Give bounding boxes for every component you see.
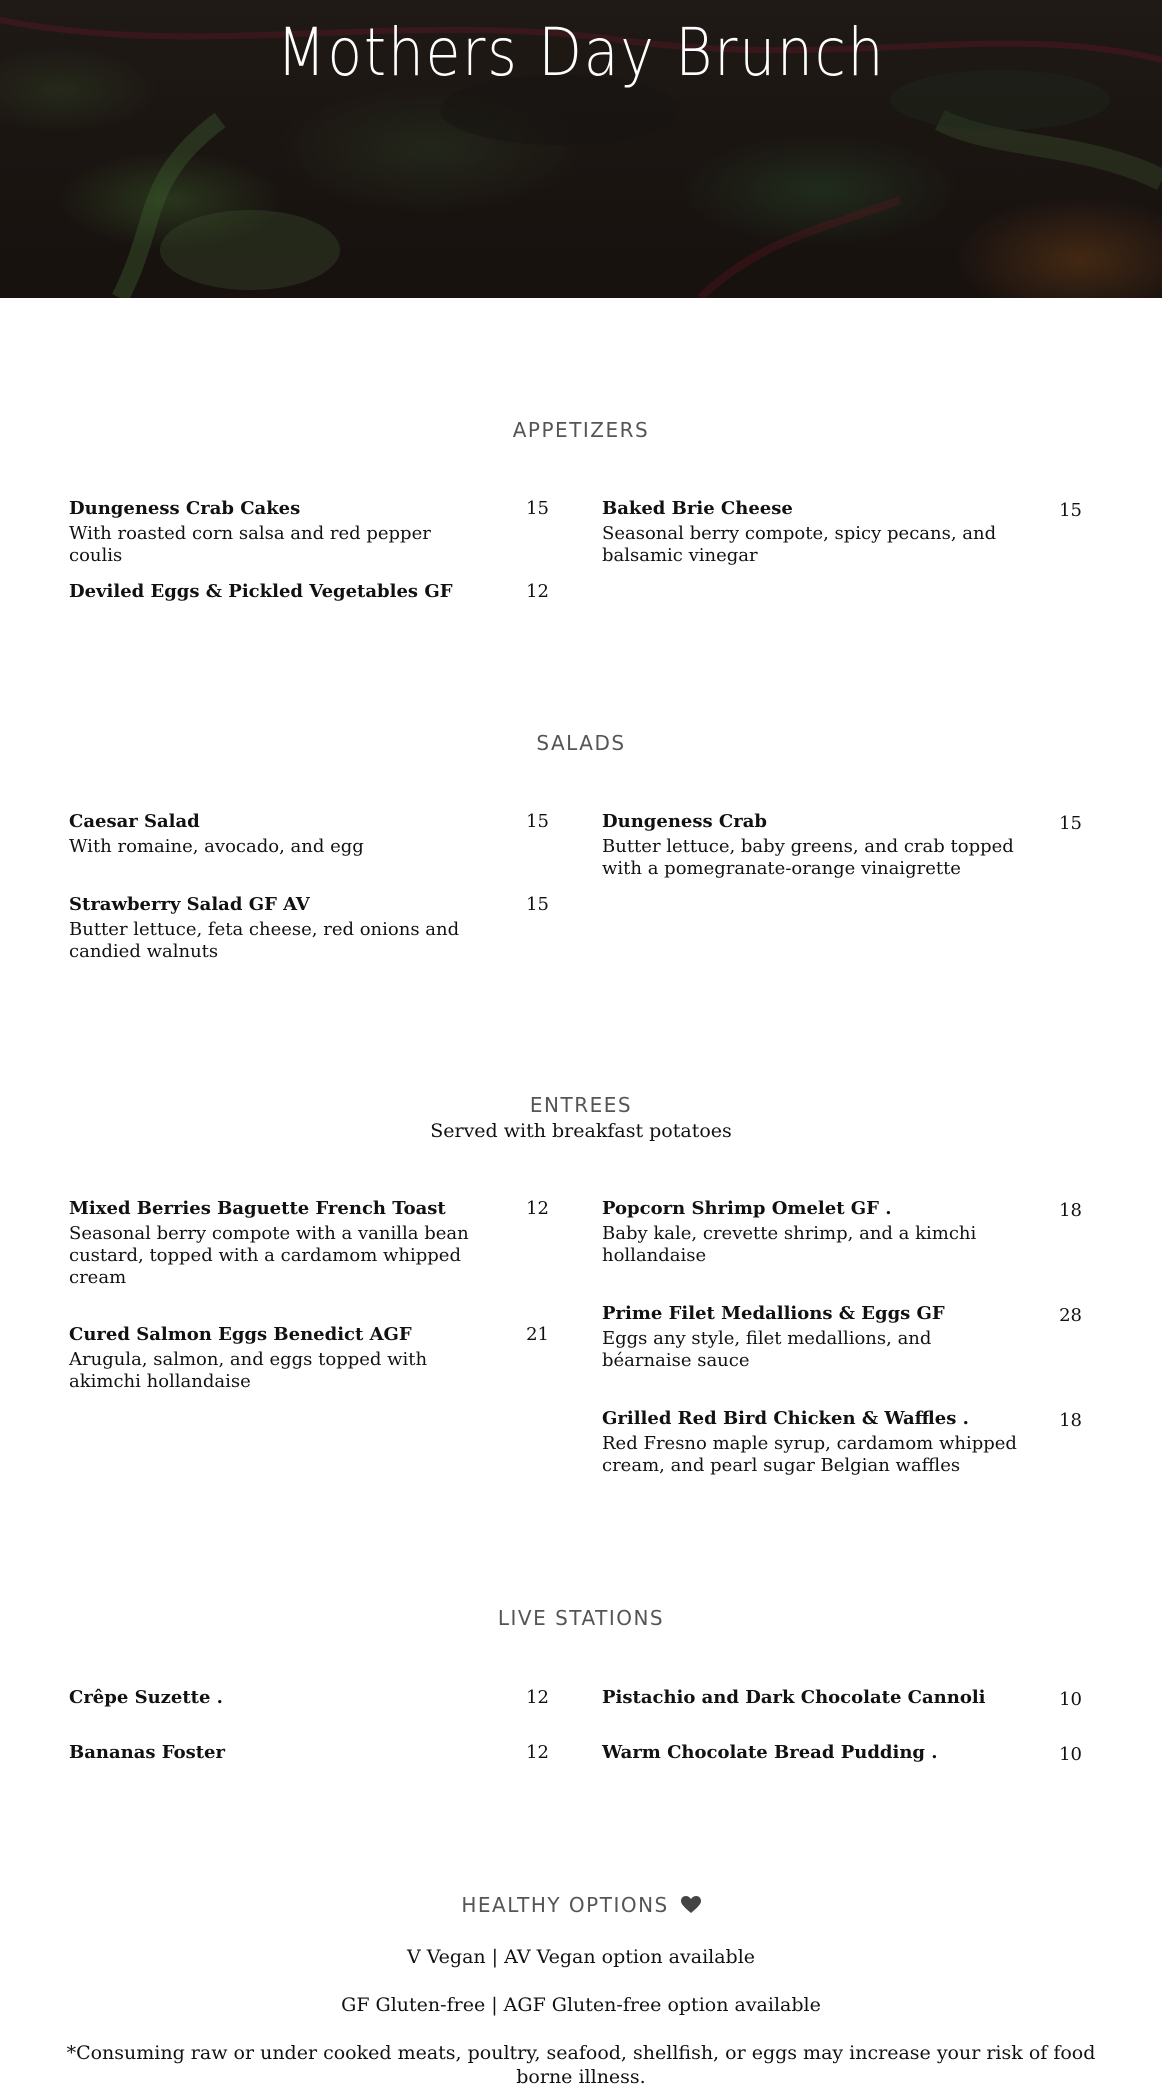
menu-item [602,1197,1082,1267]
menu-item [602,810,1082,880]
menu-item [602,1741,1082,1765]
menu-item [69,893,549,963]
item-name: Baked Brie Cheese [602,498,793,519]
item-price: 12 [526,581,549,602]
item-name: Pistachio and Dark Chocolate Cannoli [602,1687,986,1708]
menu-item [69,1197,549,1289]
item-name: Grilled Red Bird Chicken & Waffles . [602,1408,969,1429]
item-description: Arugula, salmon, and eggs topped with akimchi hollandaise [69,1349,428,1392]
legend-gluten-free: GF Gluten-free | AGF Gluten-free option available [341,1994,821,2016]
item-name: Mixed Berries Baguette French Toast [69,1198,446,1219]
item-price: 12 [526,1687,549,1708]
menu-item [69,810,549,858]
section-title-live-stations: LIVE STATIONS [497,1606,665,1630]
section-subtitle: Served with breakfast potatoes [430,1120,732,1142]
item-name: Cured Salmon Eggs Benedict AGF [69,1324,412,1345]
menu-item [69,580,549,604]
item-description: Eggs any style, filet medallions, and béarnaise sauce [602,1328,932,1371]
item-price: 15 [526,811,549,832]
menu-item [69,1741,549,1765]
menu-item [602,1407,1082,1477]
menu-item [602,1302,1082,1372]
menu-item [69,1686,549,1710]
item-name: Dungeness Crab [602,811,767,832]
item-description: Baby kale, crevette shrimp, and a kimchi hollandaise [602,1223,977,1266]
item-description: Butter lettuce, baby greens, and crab topped with a pomegranate-orange vinaigrette [602,836,1014,879]
item-price: 18 [1059,1410,1082,1431]
food-safety-disclaimer: *Consuming raw or under cooked meats, poultry, seafood, shellfish, or eggs may increase your risk of food borne illness. [66,2042,1096,2088]
item-name: Prime Filet Medallions & Eggs GF [602,1303,945,1324]
item-price: 10 [1059,1689,1082,1710]
heart-icon [681,1896,701,1914]
item-price: 12 [526,1198,549,1219]
item-price: 15 [526,894,549,915]
menu-item [69,1323,549,1393]
item-price: 21 [526,1324,549,1345]
item-name: Popcorn Shrimp Omelet GF . [602,1198,892,1219]
healthy-title-text: HEALTHY OPTIONS [461,1893,669,1917]
item-name: Bananas Foster [69,1742,225,1763]
item-price: 15 [526,498,549,519]
item-price: 15 [1059,500,1082,521]
item-name: Strawberry Salad GF AV [69,894,310,915]
item-description: Seasonal berry compote with a vanilla bean custard, topped with a cardamom whipped cream [69,1223,469,1288]
menu-item [602,497,1082,567]
item-description: With romaine, avocado, and egg [69,836,364,857]
item-name: Caesar Salad [69,811,200,832]
page-title: Mothers Day Brunch [276,14,886,91]
item-name: Warm Chocolate Bread Pudding . [602,1742,938,1763]
item-price: 15 [1059,813,1082,834]
hero-banner [0,0,1162,298]
item-description: Seasonal berry compote, spicy pecans, and balsamic vinegar [602,523,997,566]
item-name: Crêpe Suzette . [69,1687,223,1708]
section-title-healthy-options [0,1893,1162,1917]
section-title-appetizers: APPETIZERS [512,418,650,442]
item-price: 28 [1059,1305,1082,1326]
item-name: Deviled Eggs & Pickled Vegetables GF [69,581,453,602]
item-description: Butter lettuce, feta cheese, red onions and candied walnuts [69,919,460,962]
item-description: With roasted corn salsa and red pepper coulis [69,523,431,566]
section-title-entrees: ENTREES [529,1093,633,1117]
item-price: 12 [526,1742,549,1763]
item-name: Dungeness Crab Cakes [69,498,301,519]
legend-vegan: V Vegan | AV Vegan option available [406,1946,756,1968]
item-description: Red Fresno maple syrup, cardamom whipped cream, and pearl sugar Belgian waffles [602,1433,1017,1476]
menu-item [69,497,549,567]
menu-item [602,1686,1082,1710]
item-price: 10 [1059,1744,1082,1765]
section-title-salads: SALADS [536,731,626,755]
item-price: 18 [1059,1200,1082,1221]
